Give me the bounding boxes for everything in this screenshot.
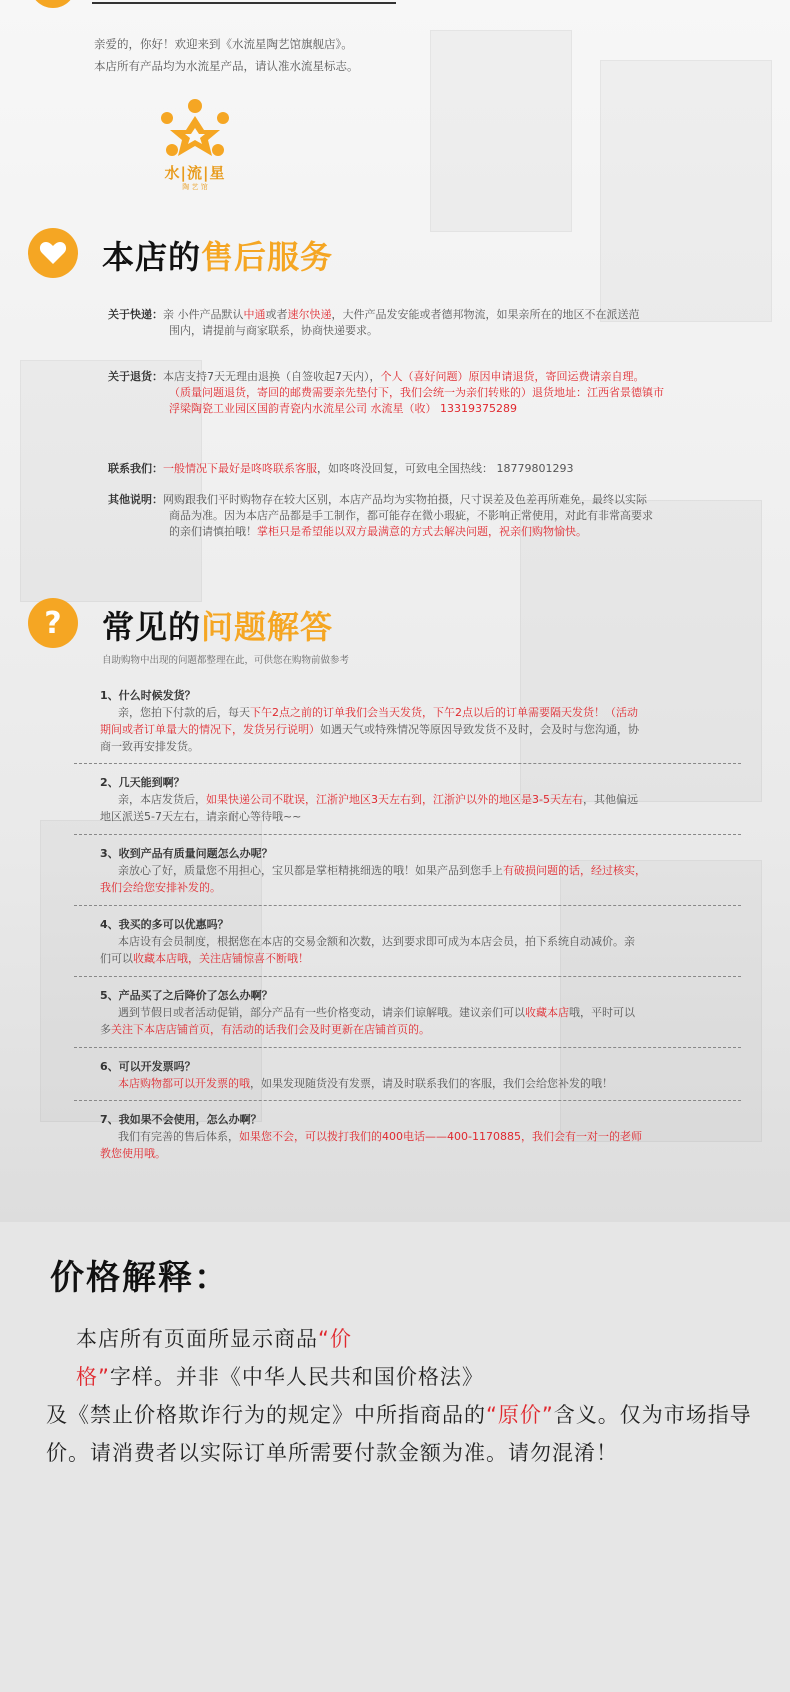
faq-item-6: 6、可以开发票吗？ 本店购物都可以开发票的哦，如果发现随货没有发票，请及时联系我们的客服，我们会给您补发的哦！ [100,1060,613,1090]
faq-item-2: 2、几天能到啊？ 亲，本店发货后，如果快递公司不耽误，江浙沪地区3天左右到，江浙沪以外的地区是3-5天左右，其他偏远 地区派送5-7天左右，请亲耐心等待哦~~ [100,776,638,823]
top-circle-icon [30,0,76,8]
faq-item-7: 7、我如果不会使用，怎么办啊？ 我们有完善的售后体系，如果您不会，可以拨打我们的400电话——400-1170885，我们会有一对一的老师 教您使用哦。 [100,1113,642,1160]
welcome-line-2: 本店所有产品均为水流星产品，请认准水流星标志。 [94,59,359,73]
faq-subtitle: 自助购物中出现的问题都整理在此，可供您在购物前做参考 [102,655,350,666]
brand-logo [150,96,240,196]
faq-item-3: 3、收到产品有质量问题怎么办呢？ 亲放心了好，质量您不用担心，宝贝都是掌柜精挑细选的哦！如果产品到您手上有破损问题的话，经过核实， 我们会给您安排补发的。 [100,847,646,894]
faq-divider [74,834,741,835]
faq-divider [74,763,741,764]
bg-panel [600,60,772,322]
star-people-logo-icon [150,96,240,162]
faq-title: 常见的问题解答 [102,608,334,646]
price-body: 本店所有页面所显示商品“价格”字样。并非《中华人民共和国价格法》 及《禁止价格欺诈行为的规定》中所指商品的“原价”含义。仅为市场指导 价。请消费者以实际订单所需要付款金额为准。请勿混淆！ [46,1327,752,1465]
returns-info: 关于退货：本店支持7天无理由退换（自签收起7天内），个人（喜好问题）原因申请退货，寄回运费请亲自理。 （质量问题退货，寄回的邮费需要亲先垫付下，我们会统一为亲们转账的）退货地址：江西省景德镇市 浮梁陶瓷工业园区国韵青瓷内水流星公司 水流星（收） 13319375289 [108,370,664,415]
faq-item-5: 5、产品买了之后降价了怎么办啊？ 遇到节假日或者活动促销，部分产品有一些价格变动，请亲们谅解哦。建议亲们可以收藏本店哦，平时可以 多关注下本店店铺首页，有活动的话我们会及时更新在店铺首页的。 [100,989,635,1036]
price-title: 价格解释： [50,1258,230,1298]
faq-item-4: 4、我买的多可以优惠吗？ 本店设有会员制度，根据您在本店的交易金额和次数，达到要求即可成为本店会员，拍下系统自动减价。亲 们可以收藏本店哦，关注店铺惊喜不断哦！ [100,918,635,965]
contact-info: 联系我们：一般情况下最好是咚咚联系客服，如咚咚没回复，可致电全国热线： 18779801293 [108,462,574,475]
bg-panel [520,500,762,802]
question-icon: ? [28,598,78,648]
faq-item-1: 1、什么时候发货？ 亲，您拍下付款的后，每天下午2点之前的订单我们会当天发货，下午2点以后的订单需要隔天发货！（活动 期间或者订单量大的情况下，发货另行说明）如遇天气或特殊情况等原因导致发货不及时，会及时与您沟通，协 商一致再安排发货。 [100,689,639,753]
other-info: 其他说明：网购跟我们平时购物存在较大区别，本店产品均为实物拍摄，尺寸误差及色差再所难免，最终以实际 商品为准。因为本店产品都是手工制作，都可能存在微小瑕疵，不影响正常使用，对此有非常高要求 的亲们请慎拍哦！掌柜只是希望能以双方最满意的方式去解决问题，祝亲们购物愉快。 [108,493,653,538]
faq-divider [74,1047,741,1048]
top-divider [92,2,396,4]
faq-divider [74,905,741,906]
aftersale-title: 本店的售后服务 [102,238,334,276]
heart-icon [28,228,78,278]
bg-panel [430,30,572,232]
faq-divider [74,976,741,977]
welcome-line-1: 亲爱的，你好！欢迎来到《水流星陶艺馆旗舰店》。 [94,37,353,51]
logo-sub: 陶 艺 馆 [182,183,208,191]
logo-name: 水|流|星 [164,164,226,182]
faq-divider [74,1100,741,1101]
shipping-info: 关于快递：亲 小件产品默认中通或者速尔快递，大件产品发安能或者德邦物流，如果亲所在的地区不在派送范 围内，请提前与商家联系，协商快递要求。 [108,308,640,337]
